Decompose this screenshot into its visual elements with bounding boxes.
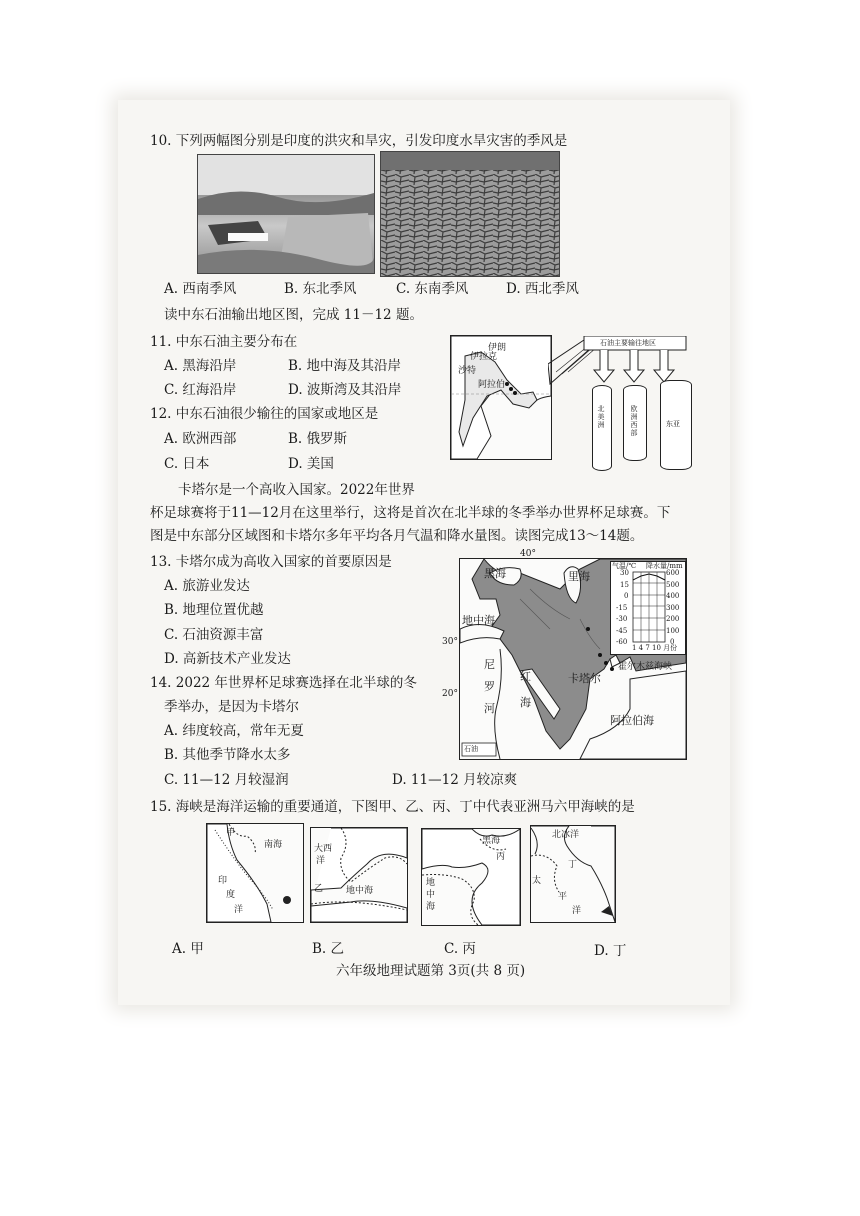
- dest-north-america: 北美洲: [597, 405, 605, 429]
- q14-option-b[interactable]: B. 其他季节降水太多: [164, 747, 291, 763]
- strait-yi-label-3: 地中海: [346, 886, 374, 896]
- map2-label-hormuz: 霍尔木兹海峡: [618, 662, 673, 672]
- strait-jia-label-3: 度: [226, 890, 236, 900]
- intro-11-12: 读中东石油输出地区图，完成 11－12 题。: [164, 307, 423, 323]
- map2-label-mediterranean: 地中海: [462, 614, 495, 627]
- climate-precip-tick-4: 200: [666, 615, 680, 623]
- q12-option-d[interactable]: D. 美国: [288, 456, 334, 472]
- q11-option-d[interactable]: D. 波斯湾及其沿岸: [288, 382, 402, 398]
- q15-option-d[interactable]: D. 丁: [594, 943, 627, 959]
- q14-stem-line1: 14. 2022 年世界杯足球赛选择在北半球的冬: [150, 675, 417, 691]
- q15-option-b[interactable]: B. 乙: [312, 941, 345, 957]
- map1-header: 石油主要输往地区: [600, 339, 656, 347]
- map2-label-caspian: 里海: [568, 570, 590, 583]
- q12-stem: 12. 中东石油很少输往的国家或地区是: [150, 406, 379, 422]
- q13-option-c[interactable]: C. 石油资源丰富: [164, 627, 264, 643]
- q13-option-b[interactable]: B. 地理位置优越: [164, 602, 264, 618]
- strait-ding-label-2: 太: [532, 876, 542, 886]
- strait-jia-label-1: 南海: [264, 840, 283, 850]
- climate-temp-tick-5: -45: [616, 627, 628, 635]
- q15-stem: 15. 海峡是海洋运输的重要通道，下图甲、乙、丙、丁中代表亚洲马六甲海峡的是: [150, 799, 635, 815]
- page-footer: 六年级地理试题第 3页(共 8 页): [336, 963, 526, 979]
- climate-precip-tick-6: 0: [670, 638, 675, 646]
- drought-photo: [380, 151, 560, 277]
- intro-13-14-line3: 图是中东部分区域图和卡塔尔多年平均各月气温和降水量图。读图完成13～14题。: [150, 528, 644, 544]
- map1-label-iraq: 伊拉克: [470, 352, 498, 362]
- strait-jia-label-2: 印: [218, 876, 228, 886]
- q12-option-b[interactable]: B. 俄罗斯: [288, 431, 348, 447]
- climate-temp-tick-1: 15: [620, 581, 629, 589]
- climate-precip-label: 降水量/mm: [646, 562, 683, 570]
- q10-option-b[interactable]: B. 东北季风: [284, 281, 357, 297]
- q13-option-d[interactable]: D. 高新技术产业发达: [164, 651, 291, 667]
- q10-option-a[interactable]: A. 西南季风: [164, 281, 237, 297]
- climate-temp-tick-6: -60: [616, 638, 628, 646]
- q11-option-a[interactable]: A. 黑海沿岸: [164, 358, 237, 374]
- intro-13-14-line1: 卡塔尔是一个高收入国家。2022年世界: [178, 482, 415, 498]
- map2-legend-oil: 石油: [464, 745, 478, 753]
- q10-option-d[interactable]: D. 西北季风: [506, 281, 579, 297]
- strait-bing-label-4: 海: [426, 902, 436, 912]
- map1-label-iran: 伊朗: [488, 343, 507, 353]
- strait-yi-label-1: 洋: [316, 856, 326, 866]
- q12-option-a[interactable]: A. 欧洲西部: [164, 431, 237, 447]
- climate-month-axis: 1 4 7 10 月份: [632, 644, 678, 652]
- q11-option-c[interactable]: C. 红海沿岸: [164, 382, 237, 398]
- map2-label-nile: 尼罗河: [484, 658, 495, 715]
- strait-bing-label-1: 丙: [496, 852, 506, 862]
- climate-precip-tick-0: 600: [666, 569, 680, 577]
- q12-option-c[interactable]: C. 日本: [164, 456, 210, 472]
- q15-option-c[interactable]: C. 丙: [444, 941, 476, 957]
- map2-lat-20: 20°: [442, 689, 458, 699]
- q14-option-a[interactable]: A. 纬度较高，常年无夏: [164, 723, 304, 739]
- climate-temp-tick-0: 30: [620, 569, 629, 577]
- map2-label-arabian-sea: 阿拉伯海: [610, 714, 654, 727]
- strait-map-yi: [310, 827, 408, 923]
- strait-ding-label-1: 丁: [568, 860, 578, 870]
- climate-temp-label: 气温/℃: [612, 562, 637, 570]
- q14-option-c[interactable]: C. 11—12 月较湿润: [164, 772, 289, 788]
- dest-west-europe: 欧洲西部: [630, 405, 638, 437]
- q11-option-b[interactable]: B. 地中海及其沿岸: [288, 358, 402, 374]
- strait-ding-label-3: 平: [558, 892, 568, 902]
- climate-precip-tick-3: 300: [666, 604, 680, 612]
- climate-temp-tick-4: -30: [616, 615, 628, 623]
- strait-ding-label-4: 洋: [572, 906, 582, 916]
- map2-label-qatar: 卡塔尔: [568, 672, 601, 685]
- dest-east-asia: 东亚: [666, 420, 680, 428]
- strait-yi-label-0: 大西: [314, 844, 333, 854]
- strait-bing-label-3: 中: [426, 890, 436, 900]
- q11-stem: 11. 中东石油主要分布在: [150, 334, 298, 350]
- strait-map-jia: [206, 823, 304, 923]
- strait-jia-label-4: 洋: [234, 905, 244, 915]
- strait-yi-label-2: 乙: [314, 884, 324, 894]
- q13-option-a[interactable]: A. 旅游业发达: [164, 578, 250, 594]
- climate-precip-tick-2: 400: [666, 592, 680, 600]
- oil-export-map: [450, 335, 552, 460]
- map2-label-black-sea: 黑海: [484, 567, 506, 580]
- map1-label-arabia: 阿拉伯: [478, 380, 506, 390]
- map1-label-saudi: 沙特: [458, 366, 477, 376]
- q15-option-a[interactable]: A. 甲: [172, 941, 204, 957]
- q14-stem-line2: 季举办，是因为卡塔尔: [164, 699, 299, 715]
- strait-ding-label-0: 北冰洋: [552, 830, 580, 840]
- strait-bing-label-2: 地: [426, 878, 436, 888]
- q14-option-d[interactable]: D. 11—12 月较凉爽: [392, 772, 518, 788]
- map2-lat-30: 30°: [442, 637, 458, 647]
- climate-precip-tick-1: 500: [666, 581, 680, 589]
- q10-stem: 10. 下列两幅图分别是印度的洪灾和旱灾，引发印度水旱灾害的季风是: [150, 133, 568, 149]
- intro-13-14-line2: 杯足球赛将于11—12月在这里举行，这将是首次在北半球的冬季举办世界杯足球赛。下: [150, 505, 671, 521]
- climate-precip-tick-5: 100: [666, 627, 680, 635]
- strait-jia-label-0: 甲: [226, 828, 236, 838]
- map2-label-red-sea: 红海: [520, 670, 531, 709]
- climate-temp-tick-3: -15: [616, 604, 628, 612]
- flood-photo: [197, 154, 375, 274]
- map2-lon-40: 40°: [520, 549, 536, 559]
- q10-option-c[interactable]: C. 东南季风: [396, 281, 469, 297]
- strait-map-bing: [421, 828, 521, 926]
- q13-stem: 13. 卡塔尔成为高收入国家的首要原因是: [150, 554, 392, 570]
- strait-bing-label-0: 黑海: [482, 836, 501, 846]
- climate-temp-tick-2: 0: [624, 592, 629, 600]
